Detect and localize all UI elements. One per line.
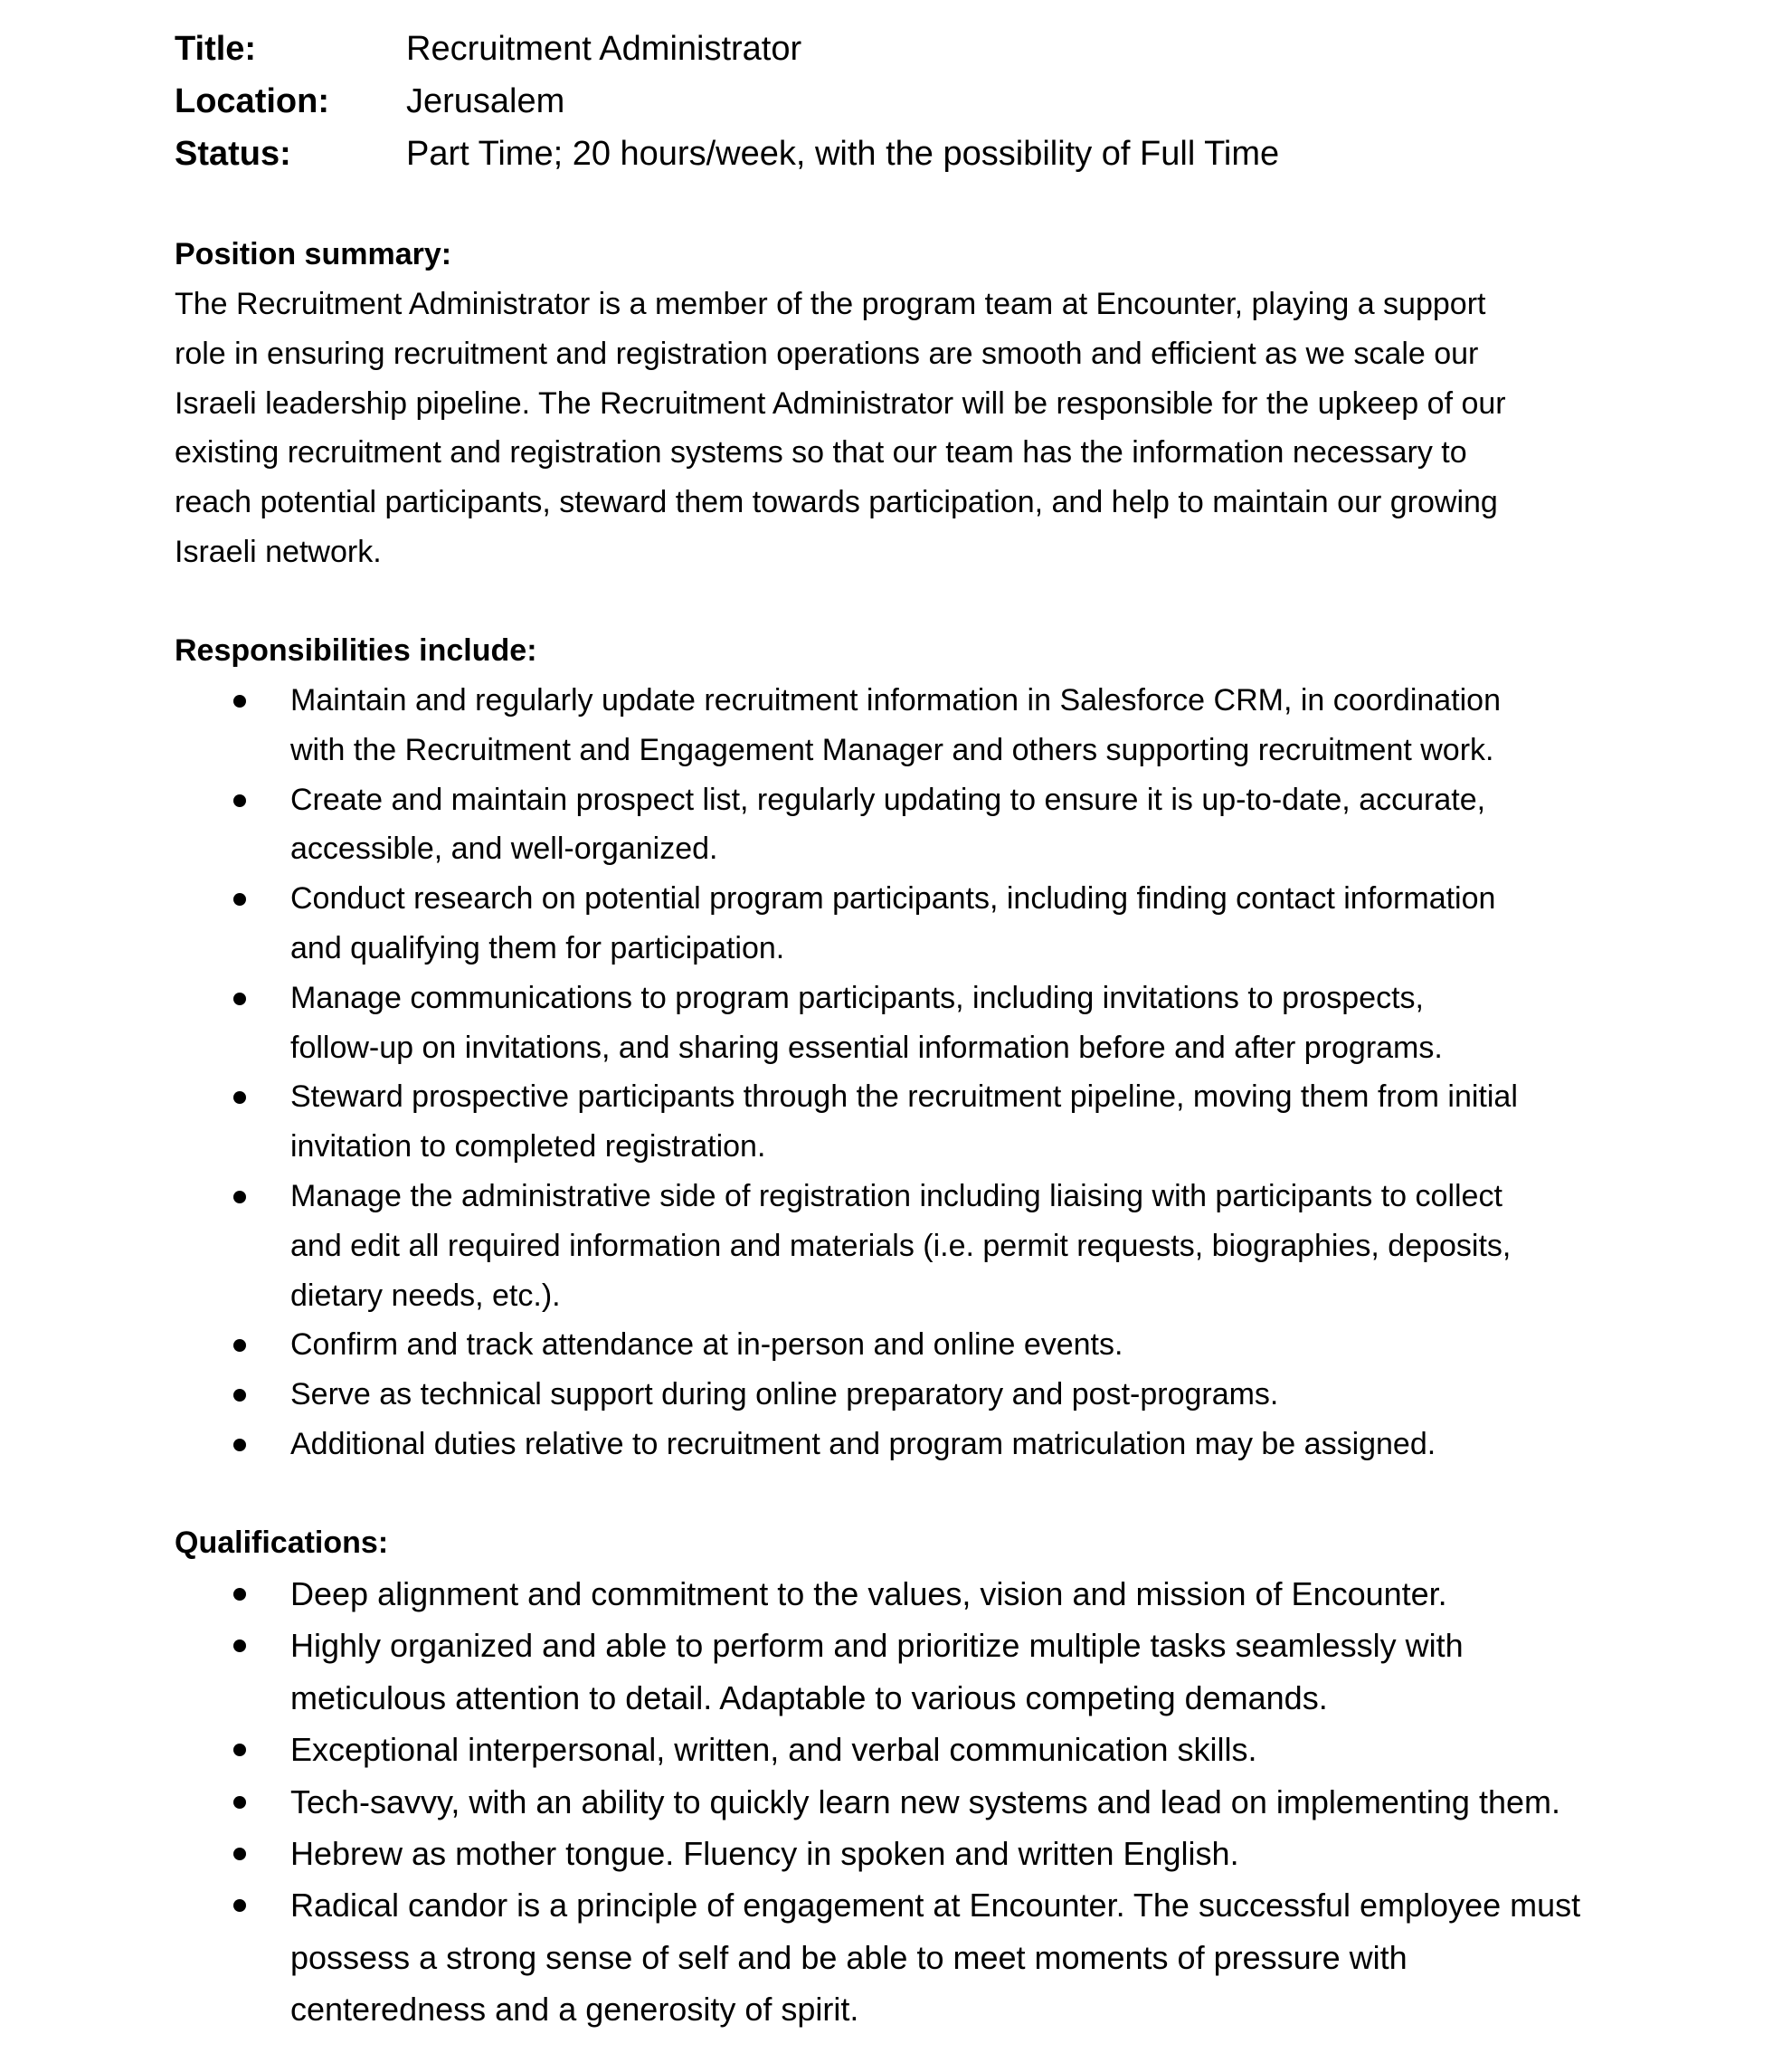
status-value: Part Time; 20 hours/week, with the possibility of Full Time — [406, 135, 1280, 173]
position-summary-heading: Position summary: — [175, 237, 452, 271]
summary-line: existing recruitment and registration systems so that our team has the information necessary to — [175, 435, 1467, 470]
bullet-icon — [233, 1899, 246, 1912]
list-item-line: and qualifying them for participation. — [290, 930, 785, 965]
summary-line: Israeli leadership pipeline. The Recruitment Administrator will be responsible for the upkeep of our — [175, 385, 1506, 421]
bullet-icon — [233, 695, 246, 708]
title-value: Recruitment Administrator — [406, 30, 802, 68]
list-item — [175, 1776, 1580, 1828]
responsibilities-heading: Responsibilities include: — [175, 633, 537, 668]
list-item-line: meticulous attention to detail. Adaptable to various competing demands. — [290, 1678, 1328, 1716]
bullet-icon — [233, 993, 246, 1005]
status-label: Status: — [175, 135, 291, 173]
list-item-line: Tech-savvy, with an ability to quickly learn new systems and lead on implementing them. — [290, 1782, 1560, 1820]
bullet-icon — [233, 1389, 246, 1402]
bullet-icon — [233, 1588, 246, 1601]
summary-line: role in ensuring recruitment and registration operations are smooth and efficient as we scale our — [175, 336, 1479, 371]
list-item-line: Maintain and regularly update recruitment information in Salesforce CRM, in coordination — [290, 683, 1502, 718]
list-item-line: Deep alignment and commitment to the values, vision and mission of Encounter. — [290, 1575, 1447, 1612]
bullet-icon — [233, 1439, 246, 1451]
list-item-line: follow-up on invitations, and sharing essential information before and after programs. — [290, 1030, 1443, 1065]
list-item — [175, 1620, 1580, 1724]
list-item-line: with the Recruitment and Engagement Manager and others supporting recruitment work. — [290, 732, 1494, 767]
title-label: Title: — [175, 30, 257, 68]
list-item — [175, 1724, 1580, 1775]
qualifications-heading: Qualifications: — [175, 1525, 389, 1560]
list-item-line: Serve as technical support during online preparatory and post-programs. — [290, 1377, 1279, 1412]
list-item — [175, 1828, 1580, 1879]
list-item-line: Steward prospective participants through the recruitment pipeline, moving them from initial — [290, 1079, 1518, 1115]
bullet-icon — [233, 1744, 246, 1756]
job-meta — [175, 23, 1279, 180]
list-item-line: dietary needs, etc.). — [290, 1278, 561, 1313]
list-item-line: Radical candor is a principle of engagement at Encounter. The successful employee must — [290, 1887, 1581, 1925]
list-item-line: and edit all required information and materials (i.e. permit requests, biographies, deposits, — [290, 1228, 1512, 1263]
list-item-line: invitation to completed registration. — [290, 1129, 766, 1164]
list-item-line: Create and maintain prospect list, regularly updating to ensure it is up-to-date, accurate, — [290, 782, 1486, 817]
list-item — [175, 974, 1518, 1073]
summary-line: reach potential participants, steward them towards participation, and help to maintain our growing — [175, 485, 1498, 520]
list-item-line: centeredness and a generosity of spirit. — [290, 1991, 859, 2029]
bullet-icon — [233, 1091, 246, 1104]
status-row — [175, 128, 1279, 180]
location-value: Jerusalem — [406, 82, 565, 120]
list-item-line: Manage communications to program participants, including invitations to prospects, — [290, 980, 1424, 1015]
list-item-line: Confirm and track attendance at in-person and online events. — [290, 1327, 1123, 1363]
list-item-line: Hebrew as mother tongue. Fluency in spoken and written English. — [290, 1835, 1239, 1873]
list-item — [175, 1370, 1518, 1420]
list-item-line: Manage the administrative side of registration including liaising with participants to collect — [290, 1178, 1502, 1213]
bullet-icon — [233, 1339, 246, 1352]
summary-line: Israeli network. — [175, 534, 382, 569]
list-item — [175, 775, 1518, 875]
responsibilities-list — [175, 676, 1518, 1469]
bullet-icon — [233, 1640, 246, 1652]
list-item-line: Highly organized and able to perform and prioritize multiple tasks seamlessly with — [290, 1627, 1464, 1665]
qualifications-list — [175, 1568, 1580, 2036]
list-item — [175, 1072, 1518, 1172]
list-item — [175, 1420, 1518, 1469]
list-item — [175, 1568, 1580, 1620]
list-item-line: Additional duties relative to recruitment and program matriculation may be assigned. — [290, 1426, 1436, 1461]
list-item — [175, 1172, 1518, 1320]
list-item — [175, 1320, 1518, 1370]
list-item — [175, 676, 1518, 775]
list-item — [175, 874, 1518, 974]
location-label: Location: — [175, 82, 329, 120]
list-item — [175, 1879, 1580, 2035]
list-item-line: Exceptional interpersonal, written, and verbal communication skills. — [290, 1731, 1257, 1769]
bullet-icon — [233, 1796, 246, 1809]
summary-line: The Recruitment Administrator is a member of the program team at Encounter, playing a support — [175, 287, 1486, 321]
bullet-icon — [233, 893, 246, 906]
list-item-line: accessible, and well-organized. — [290, 832, 718, 867]
list-item-line: possess a strong sense of self and be able to meet moments of pressure with — [290, 1938, 1408, 1976]
title-row — [175, 23, 1279, 75]
location-row — [175, 75, 1279, 128]
position-summary-text — [175, 280, 1622, 577]
bullet-icon — [233, 794, 246, 807]
bullet-icon — [233, 1848, 246, 1860]
bullet-icon — [233, 1191, 246, 1203]
list-item-line: Conduct research on potential program participants, including finding contact information — [290, 881, 1496, 917]
